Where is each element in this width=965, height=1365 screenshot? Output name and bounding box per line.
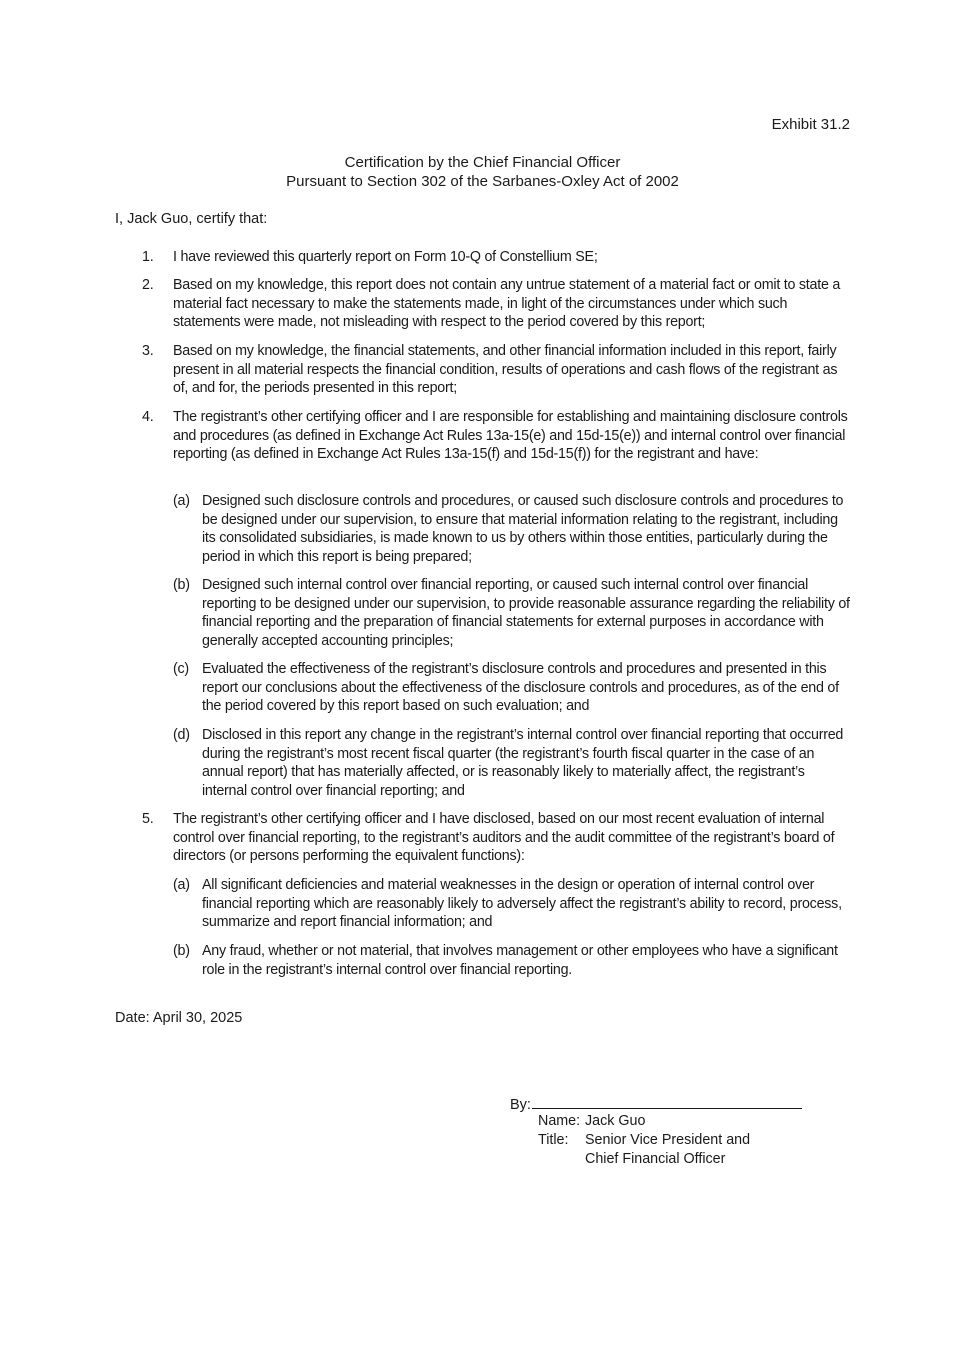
list-item-4 — [142, 408, 852, 464]
sub-item-text: Designed such disclosure controls and procedures, or caused such disclosure controls and procedures to be designed under our supervision, to ensure that material information relating to the registrant, including its consolidated subsidiaries, is made known to us by others within those entities, particularly during the period in which this report is being prepared; — [202, 493, 844, 566]
intro-statement: I, Jack Guo, certify that: — [115, 211, 268, 227]
sub-item-4d — [173, 726, 853, 801]
sub-item-4a — [173, 492, 853, 567]
by-label: By: — [510, 1097, 531, 1113]
signature-title-label: Title: — [538, 1132, 569, 1148]
list-item-number: 1. — [142, 249, 154, 265]
list-item-5 — [142, 810, 852, 866]
list-item-1 — [142, 248, 852, 267]
exhibit-number: Exhibit 31.2 — [771, 116, 850, 133]
list-item-text: The registrant’s other certifying officer and I have disclosed, based on our most recent evaluation of internal control over financial reporting, to the registrant’s auditors and the audit committee of the registrant’s board of directors (or persons performing the equivalent functions): — [173, 811, 835, 865]
signature-name-label: Name: — [538, 1113, 581, 1129]
sub-item-text: Disclosed in this report any change in the registrant’s internal control over financial reporting that occurred during the registrant’s most recent fiscal quarter (the registrant’s fourth fiscal quarter in the case of an annual report) that has materially affected, or is reasonably likely to materially affect, the registrant’s internal control over financial reporting; and — [202, 727, 844, 800]
list-item-number: 4. — [142, 409, 154, 425]
sub-item-letter: (d) — [173, 727, 190, 743]
list-item-number: 2. — [142, 277, 154, 293]
heading-line-2: Pursuant to Section 302 of the Sarbanes-Oxley Act of 2002 — [286, 173, 679, 190]
certification-date: Date: April 30, 2025 — [115, 1010, 243, 1026]
list-item-text: I have reviewed this quarterly report on Form 10-Q of Constellium SE; — [173, 249, 598, 265]
sub-item-text: Any fraud, whether or not material, that involves management or other employees who have a significant role in the registrant’s internal control over financial reporting. — [202, 943, 838, 978]
list-item-3 — [142, 342, 852, 398]
sub-item-text: Evaluated the effectiveness of the registrant’s disclosure controls and procedures and presented in this report our conclusions about the effectiveness of the disclosure controls and procedures, as of the end of the period covered by this report based on such evaluation; and — [202, 661, 839, 715]
list-item-2 — [142, 276, 852, 332]
list-item-text: Based on my knowledge, this report does not contain any untrue statement of a material fact or omit to state a material fact necessary to make the statements made, in light of the circumstances under which such statements were made, not misleading with respect to the period covered by this report; — [173, 277, 841, 331]
signature-line — [532, 1092, 802, 1109]
list-item-text: Based on my knowledge, the financial statements, and other financial information included in this report, fairly present in all material respects the financial condition, results of operations and cash flows of the registrant as of, and for, the periods presented in this report; — [173, 343, 838, 397]
sub-item-letter: (a) — [173, 877, 190, 893]
sub-item-text: All significant deficiencies and material weaknesses in the design or operation of internal control over financial reporting which are reasonably likely to adversely affect the registrant’s ability to record, process, summarize and report financial information; and — [202, 877, 842, 931]
document-heading — [0, 153, 965, 191]
signature-title-line-2: Chief Financial Officer — [585, 1151, 726, 1167]
sub-item-letter: (b) — [173, 943, 190, 959]
sub-item-text: Designed such internal control over financial reporting, or caused such internal control over financial reporting to be designed under our supervision, to provide reasonable assurance regarding the reliability of financial reporting and the preparation of financial statements for external purposes in accordance with generally accepted accounting principles; — [202, 577, 850, 650]
sub-item-letter: (c) — [173, 661, 189, 677]
list-item-number: 3. — [142, 343, 154, 359]
list-item-number: 5. — [142, 811, 154, 827]
sub-item-letter: (b) — [173, 577, 190, 593]
sub-item-5a — [173, 876, 853, 932]
sub-item-4b — [173, 576, 853, 651]
signature-title-line-1: Senior Vice President and — [585, 1132, 751, 1148]
signature-name-value: Jack Guo — [585, 1113, 646, 1129]
heading-line-1: Certification by the Chief Financial Officer — [344, 154, 621, 171]
sub-item-5b — [173, 942, 853, 979]
sub-item-4c — [173, 660, 853, 716]
sub-item-letter: (a) — [173, 493, 190, 509]
list-item-text: The registrant’s other certifying officer and I are responsible for establishing and maintaining disclosure controls and procedures (as defined in Exchange Act Rules 13a-15(e) and 15d-15(e)) and internal control over financial reporting (as defined in Exchange Act Rules 13a-15(f) and 15d-15(f)) for the registrant and have: — [173, 409, 848, 463]
